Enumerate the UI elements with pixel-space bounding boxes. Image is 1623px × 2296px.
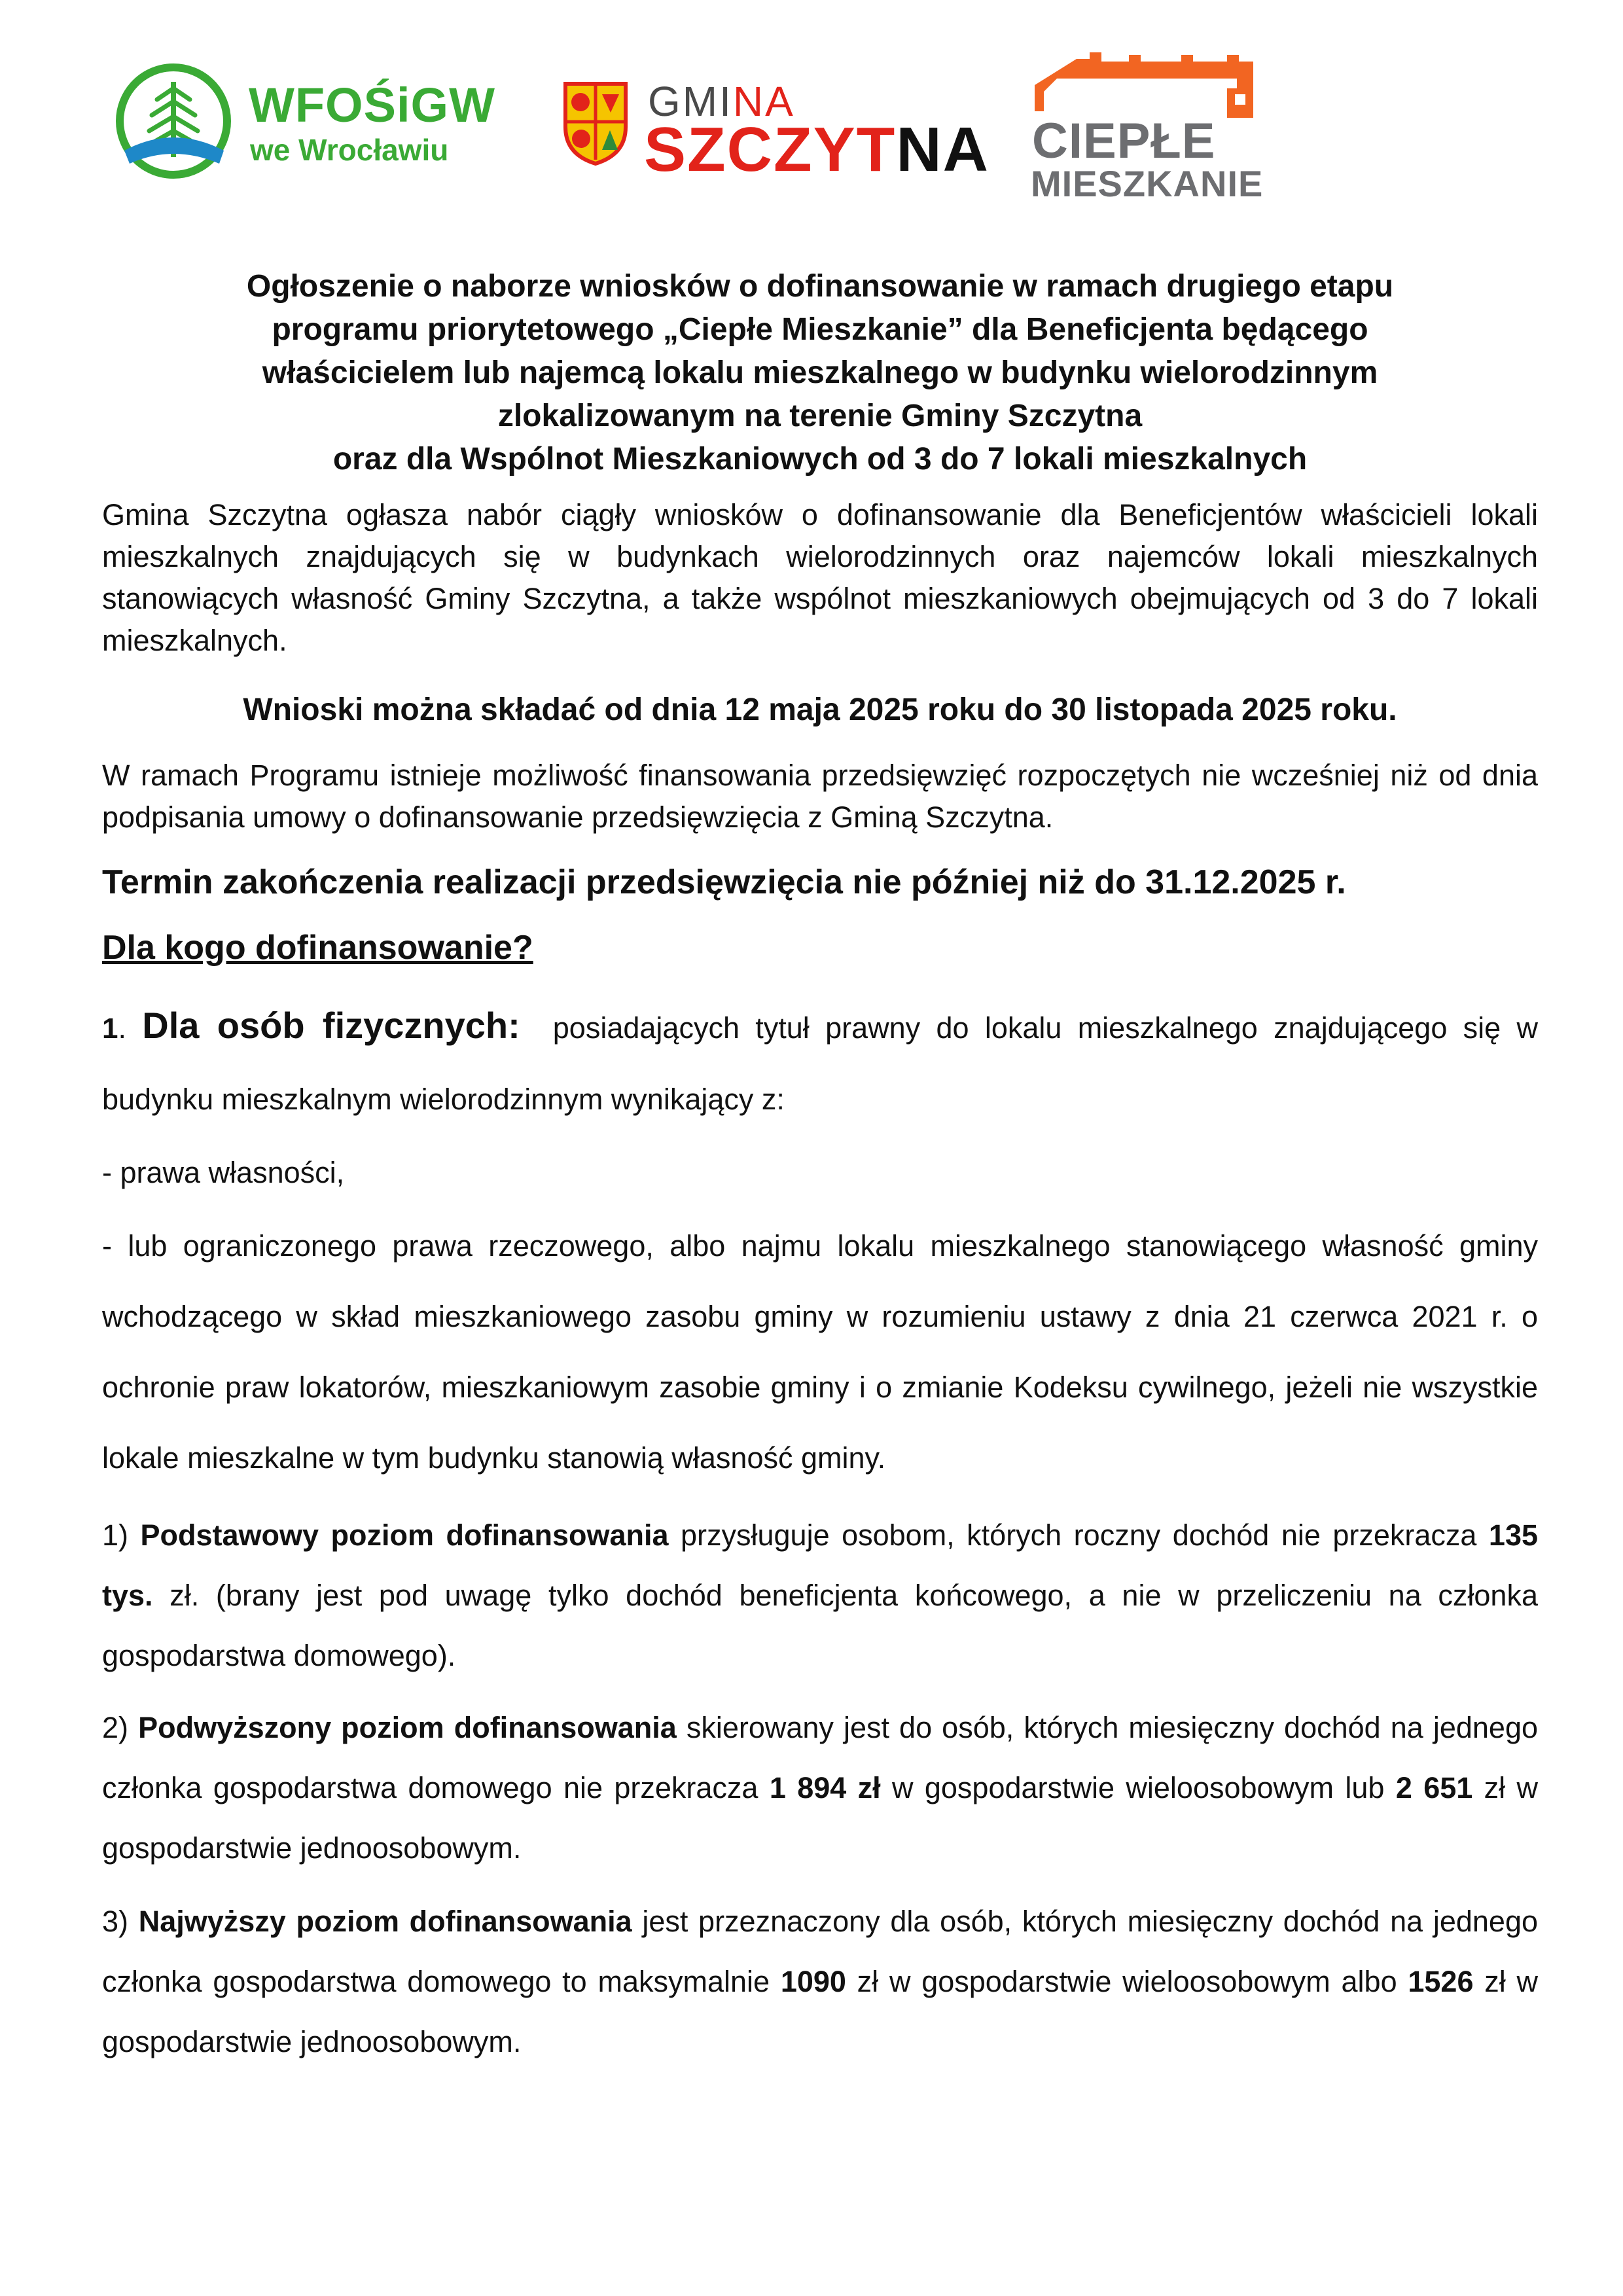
level-amount: 1 894 zł [769, 1771, 881, 1804]
level-amount: 1090 [780, 1965, 846, 1998]
section-number: 1 [102, 1013, 118, 1045]
level-name: Podwyższony poziom dofinansowania [138, 1711, 677, 1744]
bullet-ownership: - prawa własności, [102, 1156, 345, 1189]
rooftops-icon [1031, 52, 1266, 118]
level-prefix: 1) [102, 1518, 141, 1552]
section-label: Dla osób fizycznych [142, 1005, 508, 1046]
wfosigw-logo [111, 59, 504, 183]
wfosigw-tree-icon [111, 59, 236, 183]
section-natural-persons: 1. Dla osób fizycznych: posiadających tytuł prawny do lokalu mieszkalnego znajdującego się w budynku mieszkalnym wielorodzinnym wynikający z: [102, 1005, 1538, 1116]
wfosigw-name: WFOŚiGW [249, 78, 495, 132]
level-name: Najwyższy poziom dofinansowania [138, 1905, 632, 1938]
title-line: programu priorytetowego „Ciepłe Mieszkanie” dla Beneficjenta będącego [272, 312, 1368, 347]
section-text: posiadających tytuł prawny do lokalu mieszkalnego znajdującego się w budynku mieszkalnym wielorodzinnym wynikający z: [102, 1011, 1538, 1116]
level-name: Podstawowy poziom dofinansowania [140, 1518, 669, 1552]
application-dates: Wnioski można składać od dnia 12 maja 2025 roku do 30 listopada 2025 roku. [243, 692, 1397, 727]
cieple-mieszkanie-logo [1031, 52, 1266, 209]
gmina-top-b: NA [732, 78, 795, 125]
title-line: zlokalizowanym na terenie Gminy Szczytna [497, 399, 1143, 433]
level-prefix: 3) [102, 1905, 139, 1938]
coat-of-arms-icon [563, 81, 628, 166]
level-increased [102, 1698, 1538, 1878]
level-text: zł w gospodarstwie jednoosobowym. [102, 1771, 1538, 1865]
title-line: oraz dla Wspólnot Mieszkaniowych od 3 do 7 lokali mieszkalnych [332, 442, 1308, 476]
announcement-title [102, 265, 1538, 481]
gmina-top-a: GMI [648, 78, 733, 125]
level-text: zł. (brany jest pod uwagę tylko dochód beneficjenta końcowego, a nie w przeliczeniu na członka gospodarstwa domowego). [102, 1579, 1538, 1672]
gmina-bottom-a: SZCZYT [644, 115, 897, 185]
wfosigw-sub: we Wrocławiu [250, 133, 449, 167]
level-amount: 2 651 [1395, 1771, 1473, 1804]
gmina-bottom-b: NA [896, 115, 990, 185]
intro-paragraph: Gmina Szczytna ogłasza nabór ciągły wniosków o dofinansowanie dla Beneficjentów właścicieli lokali mieszkalnych znajdujących się w budynkach wielorodzinnych oraz najemców lokali mieszkalnych stanowiących własność Gminy Szczytna, a także wspólnot mieszkaniowych obejmujących od 3 do 7 lokali mieszkalnych. [102, 498, 1538, 657]
level-text: skierowany jest do osób, których miesięczny dochód na jednego członka gospodarstwa domowego nie przekracza [102, 1711, 1539, 1804]
title-line: Ogłoszenie o naborze wniosków o dofinansowanie w ramach drugiego etapu [246, 269, 1394, 304]
program-paragraph: W ramach Programu istnieje możliwość finansowania przedsięwzięć rozpoczętych nie wcześniej niż od dnia podpisania umowy o dofinansowanie przedsięwzięcia z Gminą Szczytna. [102, 759, 1538, 834]
bullet-limited-rights: - lub ograniczonego prawa rzeczowego, albo najmu lokalu mieszkalnego stanowiącego własność gminy wchodzącego w skład mieszkaniowego zasobu gminy w rozumieniu ustawy z dnia 21 czerwca 2021 r. o ochronie praw lokatorów, mieszkaniowym zasobie gminy i o zmianie Kodeksu cywilnego, jeżeli nie wszystkie lokale mieszkalne w tym budynku stanowią własność gminy. [102, 1229, 1538, 1475]
level-text: w gospodarstwie wieloosobowym lub [880, 1771, 1396, 1804]
level-text: zł w gospodarstwie jednoosobowym. [102, 1965, 1539, 2058]
level-basic [102, 1505, 1538, 1686]
cieple-line1: CIEPŁE [1032, 113, 1216, 169]
level-text: zł w gospodarstwie wieloosobowym albo [846, 1965, 1408, 1998]
level-text: jest przeznaczony dla osób, których miesięczny dochód na jednego członka gospodarstwa domowego to maksymalnie [102, 1905, 1539, 1998]
level-text: przysługuje osobom, których roczny dochód nie przekracza [668, 1518, 1489, 1552]
logo-bar [0, 0, 1623, 236]
level-highest [102, 1892, 1538, 2072]
cieple-line2: MIESZKANIE [1031, 163, 1264, 204]
deadline-heading: Termin zakończenia realizacji przedsięwzięcia nie później niż do 31.12.2025 r. [102, 863, 1346, 901]
gmina-szczytna-logo [563, 77, 990, 185]
level-amount: 135 tys. [102, 1518, 1539, 1612]
level-amount: 1526 [1408, 1965, 1474, 1998]
announcement-body [102, 265, 1538, 2072]
gmina-bottom-text [644, 114, 990, 186]
who-heading: Dla kogo dofinansowanie? [102, 929, 533, 967]
title-line: właścicielem lub najemcą lokalu mieszkalnego w budynku wielorodzinnym [262, 355, 1378, 390]
level-prefix: 2) [102, 1711, 139, 1744]
